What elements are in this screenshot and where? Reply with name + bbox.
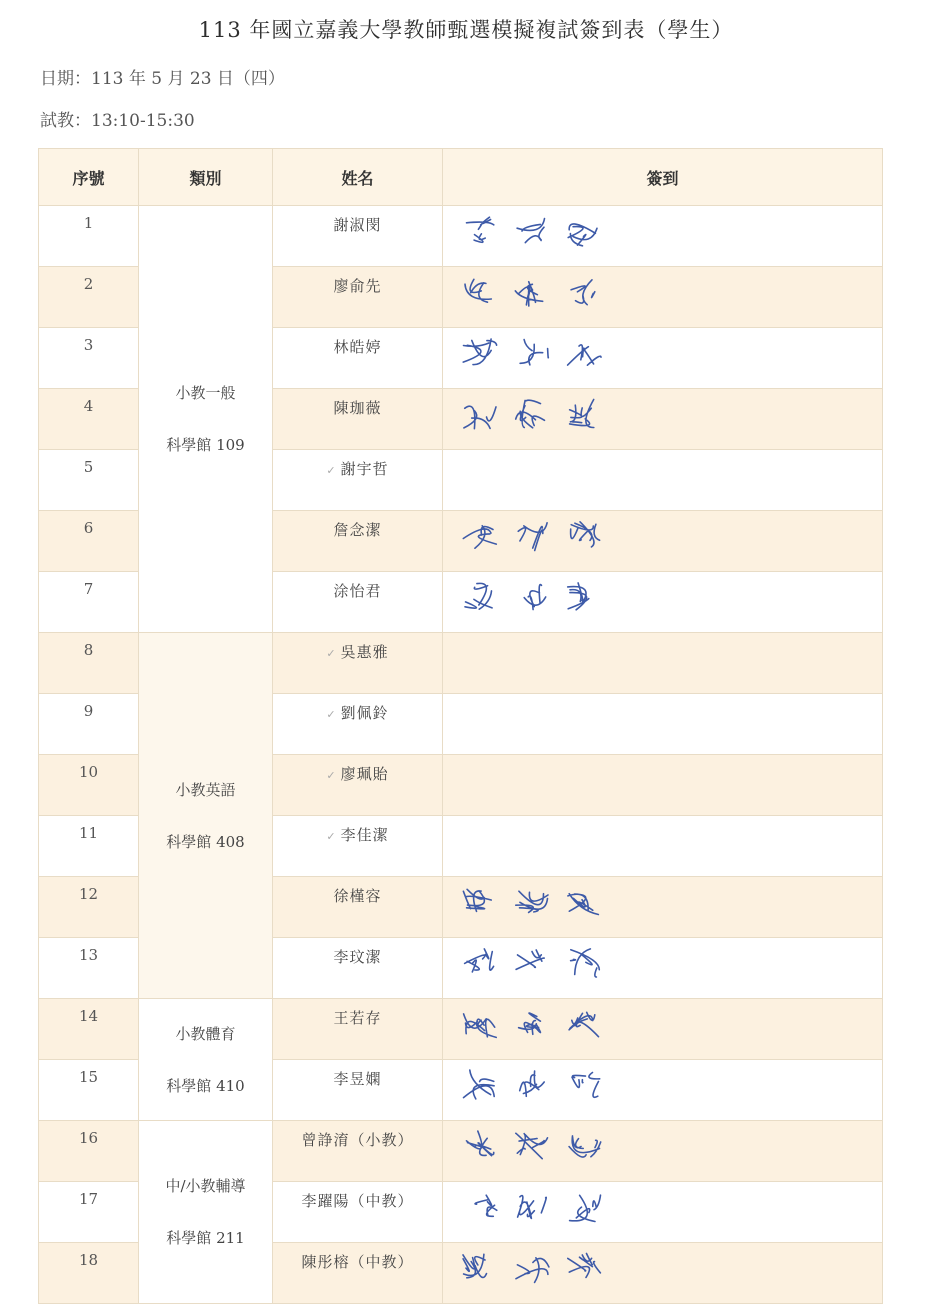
category-cell (139, 1121, 273, 1304)
row-number: 13 (39, 938, 139, 999)
sign-in-table (38, 148, 883, 1304)
signature-stroke (520, 340, 548, 365)
signature-cell (443, 450, 883, 511)
student-name: 涂怡君 (273, 572, 443, 633)
signature-cell (443, 755, 883, 816)
check-mark-icon: ✓ (326, 647, 337, 660)
handwritten-signature (451, 330, 651, 378)
student-name: 謝宇哲 (340, 460, 389, 478)
signature-cell (443, 206, 883, 267)
signature-stroke (571, 522, 600, 547)
signature-cell (443, 938, 883, 999)
handwritten-signature (451, 879, 651, 927)
student-name-cell (273, 816, 443, 877)
signature-cell (443, 999, 883, 1060)
student-name-cell (273, 694, 443, 755)
signature-cell (443, 1121, 883, 1182)
category-cell (139, 633, 273, 999)
row-number: 18 (39, 1243, 139, 1304)
student-name: 劉佩鈴 (340, 704, 389, 722)
handwritten-signature (451, 208, 651, 256)
student-name: 廖珮貽 (340, 765, 389, 783)
student-name: 李躍陽（中教） (273, 1182, 443, 1243)
signature-cell (443, 511, 883, 572)
signature-stroke (572, 1073, 600, 1098)
check-mark-icon: ✓ (326, 769, 337, 782)
category-name: 小教體育 (175, 1024, 236, 1043)
signature-cell (443, 328, 883, 389)
row-number: 17 (39, 1182, 139, 1243)
student-name-cell (273, 633, 443, 694)
handwritten-signature (451, 1062, 651, 1110)
signature-stroke (464, 1070, 495, 1099)
student-name-cell (273, 450, 443, 511)
signature-stroke (568, 224, 597, 246)
signature-stroke (465, 949, 494, 972)
row-number: 12 (39, 877, 139, 938)
signature-stroke (568, 583, 589, 610)
row-number: 7 (39, 572, 139, 633)
signature-cell (443, 877, 883, 938)
student-name: 廖俞先 (273, 267, 443, 328)
signature-stroke (516, 1258, 549, 1283)
table-row (39, 999, 883, 1060)
handwritten-signature (451, 1245, 651, 1293)
signature-cell (443, 389, 883, 450)
row-number: 8 (39, 633, 139, 694)
check-mark-icon: ✓ (326, 464, 337, 477)
table-row (39, 633, 883, 694)
signature-stroke (465, 583, 492, 609)
row-number: 2 (39, 267, 139, 328)
signature-cell (443, 572, 883, 633)
category-name: 中/小教輔導 (165, 1177, 246, 1195)
signature-stroke (515, 282, 542, 306)
student-name: 王若存 (273, 999, 443, 1060)
signature-stroke (518, 523, 547, 551)
student-name: 曾諍淯（小教） (273, 1121, 443, 1182)
category-name: 小教英語 (175, 780, 236, 799)
col-header-signature: 簽到 (443, 149, 883, 206)
student-name: 詹念潔 (273, 511, 443, 572)
col-header-number: 序號 (39, 149, 139, 206)
category-name: 小教一般 (175, 384, 236, 402)
signature-stroke (463, 526, 496, 549)
signature-stroke (569, 1136, 601, 1157)
signature-stroke (569, 1012, 598, 1036)
student-name: 陳珈薇 (273, 389, 443, 450)
student-name: 李昱嫻 (273, 1060, 443, 1121)
category-room: 科學館 211 (166, 1229, 245, 1247)
table-header-row (39, 149, 883, 206)
category-room: 科學館 408 (166, 832, 245, 851)
row-number: 16 (39, 1121, 139, 1182)
signature-stroke (568, 1254, 601, 1278)
signature-stroke (571, 280, 595, 305)
handwritten-signature (451, 513, 651, 561)
signature-stroke (516, 891, 548, 912)
signature-stroke (516, 400, 545, 428)
signature-stroke (463, 1254, 487, 1278)
signature-stroke (463, 889, 491, 911)
table-row (39, 206, 883, 267)
row-number: 4 (39, 389, 139, 450)
handwritten-signature (451, 1001, 651, 1049)
student-name: 徐槿容 (273, 877, 443, 938)
row-number: 11 (39, 816, 139, 877)
signature-stroke (520, 1071, 545, 1096)
row-number: 3 (39, 328, 139, 389)
signature-cell (443, 1060, 883, 1121)
signature-stroke (570, 400, 594, 428)
handwritten-signature (451, 1123, 651, 1171)
signature-stroke (516, 1133, 548, 1158)
student-name: 李佳潔 (340, 826, 389, 844)
category-room: 科學館 410 (166, 1076, 245, 1095)
row-number: 10 (39, 755, 139, 816)
row-number: 9 (39, 694, 139, 755)
student-name: 陳彤榕（中教） (273, 1243, 443, 1304)
signature-stroke (570, 1195, 601, 1221)
signature-stroke (516, 950, 544, 969)
row-number: 14 (39, 999, 139, 1060)
col-header-category: 類別 (139, 149, 273, 206)
student-name: 李玟潔 (273, 938, 443, 999)
student-name: 謝淑閔 (273, 206, 443, 267)
signature-stroke (467, 217, 494, 242)
row-number: 6 (39, 511, 139, 572)
handwritten-signature (451, 574, 651, 622)
signature-stroke (464, 1014, 497, 1038)
category-cell (139, 999, 273, 1121)
signature-stroke (517, 219, 544, 243)
signature-cell (443, 816, 883, 877)
date-line: 日期：113 年 5 月 23 日（四） (40, 69, 285, 89)
check-mark-icon: ✓ (326, 830, 337, 843)
signature-cell (443, 633, 883, 694)
signature-cell (443, 694, 883, 755)
signature-cell (443, 1243, 883, 1304)
signature-stroke (463, 339, 496, 365)
student-name-cell (273, 755, 443, 816)
signature-stroke (464, 406, 496, 428)
signature-stroke (568, 345, 601, 365)
signature-stroke (475, 1195, 497, 1216)
student-name: 林皓婷 (273, 328, 443, 389)
check-mark-icon: ✓ (326, 708, 337, 721)
signature-stroke (518, 1196, 547, 1219)
signature-stroke (465, 279, 491, 302)
handwritten-signature (451, 269, 651, 317)
signature-stroke (571, 949, 600, 977)
handwritten-signature (451, 391, 651, 439)
signature-cell (443, 1182, 883, 1243)
row-number: 1 (39, 206, 139, 267)
handwritten-signature (451, 1184, 651, 1232)
sheet-title: 113 年國立嘉義大學教師甄選模擬複試簽到表（學生） (198, 18, 734, 42)
signature-stroke (519, 1013, 541, 1034)
handwritten-signature (451, 940, 651, 988)
student-name: 吳惠雅 (340, 643, 389, 661)
category-cell (139, 206, 273, 633)
signature-stroke (467, 1131, 494, 1156)
signature-stroke (568, 894, 599, 915)
signature-stroke (524, 585, 546, 610)
category-room: 科學館 109 (166, 436, 245, 454)
time-line: 試教：13:10-15:30 (40, 111, 195, 131)
row-number: 5 (39, 450, 139, 511)
col-header-name: 姓名 (273, 149, 443, 206)
table-row (39, 1121, 883, 1182)
signature-cell (443, 267, 883, 328)
row-number: 15 (39, 1060, 139, 1121)
